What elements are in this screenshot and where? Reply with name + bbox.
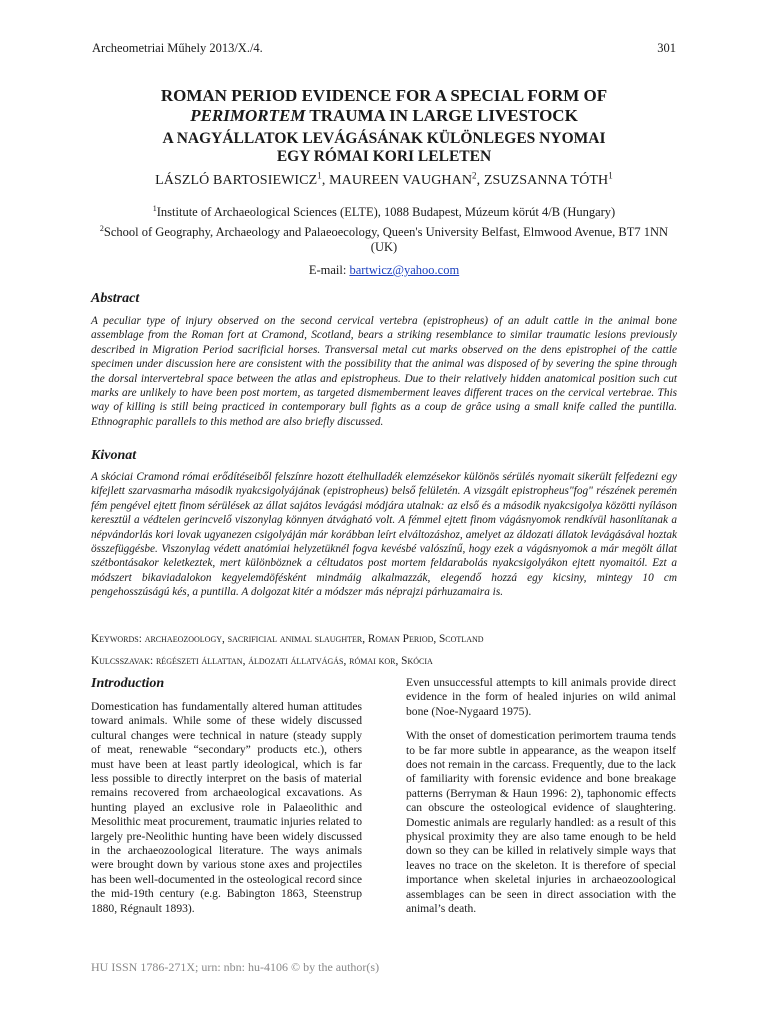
title-line-1: ROMAN PERIOD EVIDENCE FOR A SPECIAL FORM OF <box>160 86 608 105</box>
author-list <box>80 172 688 190</box>
author-sep: , <box>321 173 330 188</box>
email-link[interactable]: bartwicz@yahoo.com <box>349 263 460 277</box>
author-1-affil: 1 <box>317 170 322 181</box>
affiliation-2-text: School of Geography, Archaeology and Palaeoecology, Queen's University Belfast, Elmwood Avenue, BT7 1NN (UK) <box>103 225 669 254</box>
running-header <box>92 41 676 57</box>
introduction-heading: Introduction <box>91 676 165 691</box>
article-title <box>80 86 688 126</box>
affiliation-2-mark: 2 <box>99 223 104 233</box>
title-italic-word: PERIMORTEM <box>190 106 306 125</box>
title-line-2-rest: TRAUMA IN LARGE LIVESTOCK <box>305 106 578 125</box>
intro-left-column <box>91 700 362 916</box>
kulcsszavak-text: régészeti állattan, áldozati állatvágás, római kor, Skócia <box>155 655 433 667</box>
intro-paragraph-3: With the onset of domestication perimortem trauma tends to be far more subtle in appearance, as the weapon itself does not remain in the carcass. Frequently, due to the lack of familiarity with forensic evidence and bone breakage patterns (Berryman & Haun 1996: 2), taphonomic effects can obscure the osteological evidence of slaughtering. Domestic animals are regularly handled: as a result of this physical proximity they are also tame enough to be held down so they can be killed in relatively simple ways that leaves no trace on the skeleton. It is therefore of special importance when skeletal injuries in archaeozoological assemblages can be seen in direct association with the animal’s death. <box>406 729 676 916</box>
intro-right-column <box>406 676 676 917</box>
contact-email <box>80 263 688 278</box>
affiliation-1-text: Institute of Archaeological Sciences (ELTE), 1088 Budapest, Múzeum körút 4/B (Hungary) <box>156 205 616 219</box>
kulcsszavak-line <box>91 654 677 668</box>
journal-name: Archeometriai Műhely 2013/X./4. <box>92 41 263 55</box>
intro-paragraph-2: Even unsuccessful attempts to kill animals provide direct evidence in the form of healed injuries on wild animal bone (Noe-Nygaard 1975). <box>406 676 676 718</box>
keywords-line <box>91 632 677 646</box>
hu-title-line-2: EGY RÓMAI KORI LELETEN <box>276 148 492 165</box>
kivonat-heading: Kivonat <box>91 448 137 463</box>
kulcsszavak-label: Kulcsszavak: <box>91 655 156 667</box>
affiliation-1 <box>80 205 688 220</box>
title-line-2 <box>80 106 688 126</box>
page-number: 301 <box>657 41 676 55</box>
keywords-text: archaeozoology, sacrificial animal slaughter, Roman Period, Scotland <box>144 633 484 645</box>
footer-issn: HU ISSN 1786-271X; urn: nbn: hu-4106 © by the author(s) <box>91 960 380 974</box>
intro-paragraph-1: Domestication has fundamentally altered human attitudes toward animals. While some of these widely discussed cultural changes were technical in nature (steady supply of meat, renewable “secondary” products etc.), others must have been at least partly ideological, which is far less possible to directly interpret on the basis of material remains recovered from archaeological excavations. As hunting played an exclusive role in Palaeolithic and Mesolithic meat procurement, traumatic injuries related to largely pre-Neolithic hunting have been widely discussed in the archaeozoological literature. The ways animals were brought down by various stone axes and projectiles has been well-documented in the osteological record since the mid-19th century (e.g. Babington 1863, Steenstrup 1880, Régnault 1893). <box>91 700 362 915</box>
author-1: LÁSZLÓ BARTOSIEWICZ <box>155 173 318 188</box>
author-3-affil: 1 <box>608 170 613 181</box>
author-sep: , <box>476 173 484 188</box>
hu-title-line-1: A NAGYÁLLATOK LEVÁGÁSÁNAK KÜLÖNLEGES NYOMAI <box>162 130 606 147</box>
hungarian-title <box>80 130 688 166</box>
abstract-text: A peculiar type of injury observed on the second cervical vertebra (epistropheus) of an adult cattle in the animal bone assemblage from the Roman fort at Cramond, Scotland, bears a striking resemblance to similar traumatic lesions previously described in Migration Period sacrificial horses. Transversal metal cut marks observed on the dens epistrophei of the cattle specimen under discussion here are consistent with the possibility that the animal was disposed of by severing the spine through the dorsal intervertebral space between the atlas and epistropheus. Due to their relatively hidden anatomical position such cut marks are unlikely to have been post mortem, as targeted dismemberment leaves different traces on the cervical vertebrae. This way of killing is still being practiced in contemporary bull fights as a coup de grâce using a small knife called the puntilla. Ethnographic parallels to this method are also briefly discussed. <box>91 315 677 428</box>
affiliation-1-mark: 1 <box>152 203 157 213</box>
kivonat-text: A skóciai Cramond római erődítéseiből felszínre hozott ételhulladék elemzésekor különös sérülés nyomait sikerült felfedezni egy kifejlett szarvasmarha második nyakcsigolyájának (epistropheus) belső felületén. A vizsgált epistropheus"fog" részének peremén fém pengével ejtett finom sérülések az állat sajátos levágási módjára utalnak: az első és a második nyakcsigolya közötti nyíláson keresztül a védtelen gerincvelő viszonylag könnyen átvágható volt. A fémmel ejtett finom vágásnyomok rendkívül hasonlítanak a népvándorlás kori lovak ugyanezen csigolyáján már korábban leírt elváltozáshoz, amelyet az áldozati állatok levágásával hoztak összefüggésbe. Viszonylag védett anatómiai helyzetüknél fogva kevésbé valószínű, hogy ezek a vágásnyomok a már megölt állat szétbontásakor keletkeztek, mert különböznek a céltudatos post mortem feldarabolás nyakcsigolyákon ejtett nyomaitól. Ezt a módszert bikaviadalokon kegyelemdöfésként mindmáig alkalmazzák, elegendő hozzá egy kicsiny, mintegy 10 cm pengehosszúságú kés, a puntilla. A dolgozat kitér a módszer más néprajzi párhuzamaira is. <box>91 471 677 599</box>
email-label: E-mail: <box>308 263 350 277</box>
author-2: MAUREEN VAUGHAN <box>329 173 473 188</box>
author-3: ZSUZSANNA TÓTH <box>483 173 609 188</box>
author-2-affil: 2 <box>472 170 477 181</box>
affiliation-2 <box>90 225 678 255</box>
keywords-label: Keywords: <box>91 633 145 645</box>
abstract-heading: Abstract <box>91 291 140 306</box>
